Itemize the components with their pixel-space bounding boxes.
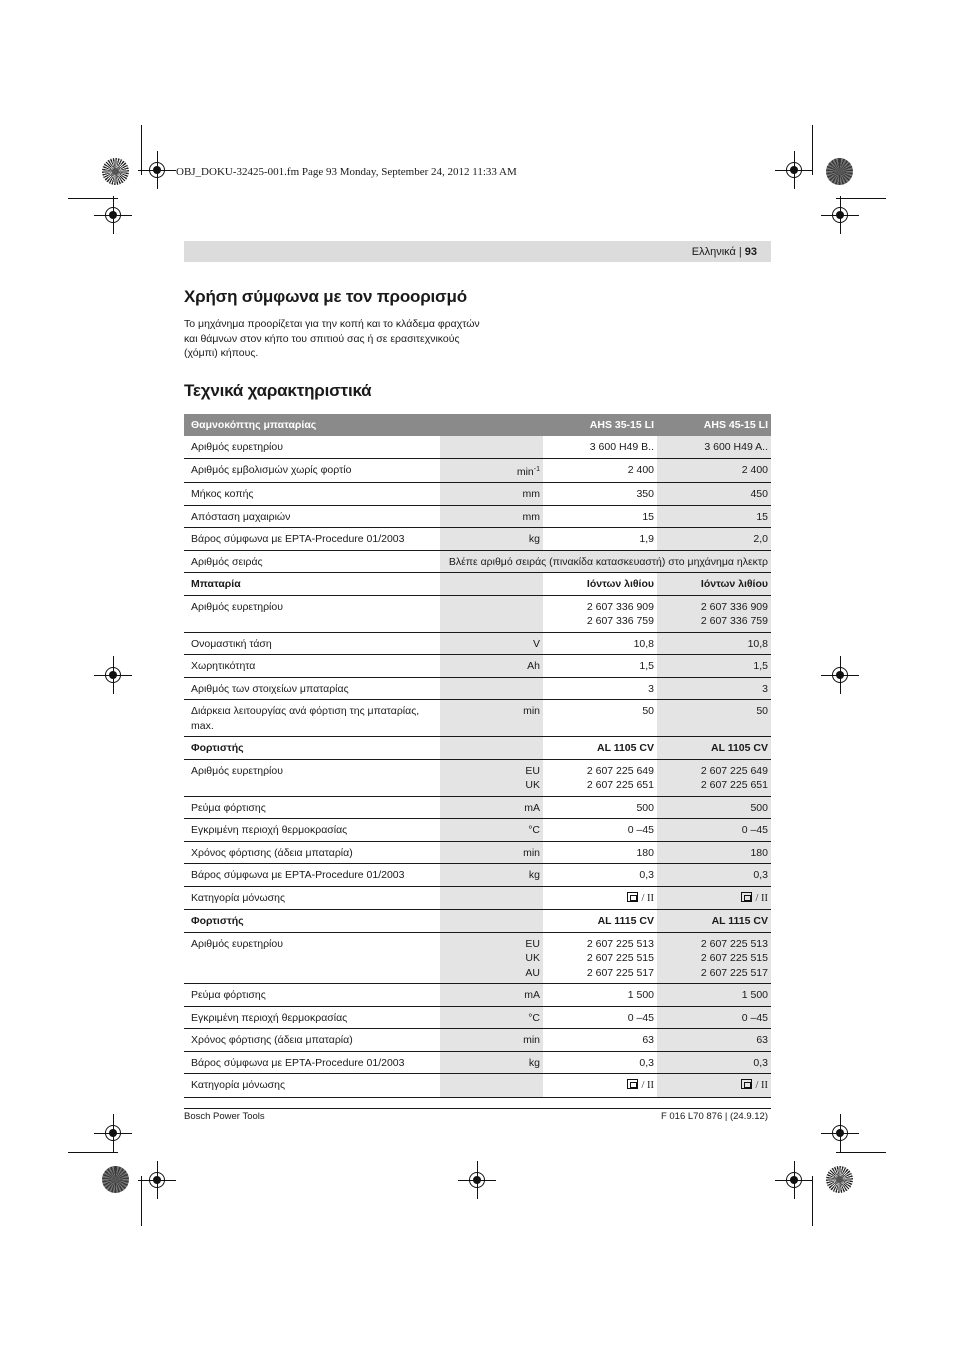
value-ahs-35 [543, 505, 657, 528]
value-line: 2 607 336 909 [700, 600, 768, 613]
row-unit [440, 483, 543, 506]
row-label: Φορτιστής [184, 737, 440, 760]
value-line: 450 [750, 488, 768, 500]
value-line: 2 607 225 513 [586, 937, 654, 950]
value-ahs-35 [543, 1006, 657, 1029]
row-unit [440, 759, 543, 796]
row-label: Αριθμός ευρετηρίου [184, 932, 440, 984]
value-line: 63 [642, 1034, 654, 1046]
row-label: Εγκριμένη περιοχή θερμοκρασίας [184, 819, 440, 842]
row-label: Ρεύμα φόρτισης [184, 796, 440, 819]
table-subheader-row [184, 573, 771, 596]
value-ahs-45 [657, 1006, 771, 1029]
unit-line: min [523, 846, 540, 859]
value-ahs-35 [543, 483, 657, 506]
value-line: AL 1115 CV [711, 915, 768, 927]
value-ahs-45 [657, 436, 771, 458]
value-ahs-35 [543, 595, 657, 632]
table-row [184, 677, 771, 700]
row-unit [440, 1029, 543, 1052]
value-line: 2 607 225 515 [700, 952, 768, 964]
value-line: 0 –45 [627, 824, 654, 836]
body-line: και θάμνων στον κήπο του σπιτιού σας ή σε ερασιτεχνικούς [184, 332, 460, 345]
value-ahs-35 [543, 932, 657, 984]
row-unit [440, 414, 543, 436]
value-line: 2 607 225 651 [586, 779, 654, 791]
registration-mark-icon [146, 159, 168, 181]
value-line: 2,0 [753, 533, 768, 545]
row-unit [440, 573, 543, 596]
value-line: 500 [750, 801, 768, 814]
registration-mark-icon [783, 159, 805, 181]
color-rosette-icon [826, 158, 853, 185]
value-line: 0 –45 [627, 1011, 654, 1024]
table-row [184, 595, 771, 632]
registration-mark-icon [102, 204, 124, 226]
unit-line: mA [524, 801, 540, 814]
row-label: Χωρητικότητα [184, 655, 440, 678]
value-ahs-45 [657, 737, 771, 760]
value-line: 10,8 [747, 637, 768, 650]
row-label: Αριθμός ευρετηρίου [184, 595, 440, 632]
row-label: Βάρος σύμφωνα με EPTA-Procedure 01/2003 [184, 864, 440, 887]
value-ahs-35 [543, 655, 657, 678]
value-ahs-45 [657, 886, 771, 910]
double-insulation-icon [741, 1079, 752, 1089]
color-rosette-icon [826, 1166, 853, 1193]
registration-mark-icon [102, 664, 124, 686]
unit-line: EU [525, 764, 540, 777]
table-row [184, 632, 771, 655]
value-line: 2 400 [741, 463, 768, 476]
row-label: Κατηγορία μόνωσης [184, 886, 440, 910]
row-label: Βάρος σύμφωνα με EPTA-Procedure 01/2003 [184, 528, 440, 551]
row-label: Φορτιστής [184, 910, 440, 933]
header-separator: | [738, 245, 742, 258]
value-line: 0,3 [753, 1056, 768, 1069]
row-span-value: Βλέπε αριθμό σειράς (πινακίδα κατασκευαστή) στο μηχάνημα ηλεκτρ [440, 550, 771, 573]
file-info-line: OBJ_DOKU-32425-001.fm Page 93 Monday, September 24, 2012 11:33 AM [176, 166, 517, 178]
value-line: 50 [756, 705, 768, 717]
table-row [184, 550, 771, 573]
section-title-intended-use: Χρήση σύμφωνα με τον προορισμό [184, 287, 467, 306]
insulation-text: / II [755, 1080, 768, 1091]
row-label: Αριθμός σειράς [184, 550, 440, 573]
row-label: Αριθμός ευρετηρίου [184, 436, 440, 458]
value-line: 50 [642, 705, 654, 717]
value-ahs-35 [543, 528, 657, 551]
value-line: 0 –45 [741, 1011, 768, 1024]
registration-mark-icon [829, 1122, 851, 1144]
row-unit [440, 841, 543, 864]
unit-line: kg [528, 533, 540, 545]
value-line: 2 607 225 649 [700, 764, 768, 777]
value-ahs-35 [543, 700, 657, 737]
value-ahs-45 [657, 505, 771, 528]
value-ahs-45 [657, 819, 771, 842]
registration-mark-icon [146, 1169, 168, 1191]
value-line: 2 607 225 651 [700, 779, 768, 791]
value-line: 2 607 336 909 [586, 600, 654, 613]
value-ahs-45 [657, 1051, 771, 1074]
unit-line: min [523, 1034, 540, 1046]
value-line: 1,5 [639, 660, 654, 672]
value-ahs-35 [543, 632, 657, 655]
unit-line: EU [525, 937, 540, 950]
value-ahs-35 [543, 886, 657, 910]
value-line: 3 [648, 682, 654, 695]
table-row [184, 528, 771, 551]
value-ahs-45 [657, 573, 771, 596]
insulation-text: / II [641, 1080, 654, 1091]
value-line: 1 500 [627, 989, 654, 1001]
unit-line: Ah [527, 660, 540, 672]
row-label: Αριθμός ευρετηρίου [184, 759, 440, 796]
insulation-text: / II [755, 892, 768, 904]
value-line: 0,3 [753, 869, 768, 881]
row-unit [440, 932, 543, 984]
table-row [184, 819, 771, 842]
row-unit [440, 677, 543, 700]
row-unit [440, 910, 543, 933]
row-unit [440, 632, 543, 655]
value-ahs-45 [657, 1074, 771, 1098]
value-line: 0,3 [639, 1056, 654, 1069]
table-row [184, 655, 771, 678]
table-subheader-row [184, 737, 771, 760]
registration-mark-icon [829, 664, 851, 686]
row-label: Θαμνοκόπτης μπαταρίας [184, 414, 440, 436]
table-row [184, 1029, 771, 1052]
value-ahs-35 [543, 984, 657, 1007]
footer-rule [184, 1108, 771, 1109]
unit-line [447, 463, 540, 480]
value-ahs-45 [657, 700, 771, 737]
row-label: Διάρκεια λειτουργίας ανά φόρτιση της μπαταρίας, max. [184, 700, 440, 737]
value-ahs-35 [543, 1051, 657, 1074]
value-line: 1 500 [741, 989, 768, 1001]
table-row [184, 700, 771, 737]
value-ahs-35 [543, 737, 657, 760]
value-ahs-35 [543, 573, 657, 596]
table-subheader-row [184, 910, 771, 933]
unit-line: V [532, 637, 540, 650]
row-label: Μήκος κοπής [184, 483, 440, 506]
row-label: Χρόνος φόρτισης (άδεια μπαταρία) [184, 841, 440, 864]
unit-line: UK [525, 779, 540, 791]
value-ahs-45 [657, 796, 771, 819]
value-ahs-35 [543, 414, 657, 436]
value-line: 180 [636, 846, 654, 859]
intended-use-text [184, 317, 480, 361]
unit-line: °C [528, 1011, 540, 1024]
insulation-text: / II [641, 892, 654, 904]
row-unit [440, 595, 543, 632]
value-ahs-35 [543, 1029, 657, 1052]
body-line: Το μηχάνημα προορίζεται για την κοπή και το κλάδεμα φραχτών [184, 318, 480, 330]
row-unit [440, 737, 543, 760]
value-ahs-45 [657, 841, 771, 864]
table-header-row [184, 414, 771, 436]
value-line: AL 1115 CV [597, 915, 654, 927]
technical-data-table [184, 414, 771, 1098]
value-line: 15 [642, 510, 654, 523]
row-label: Απόσταση μαχαιριών [184, 505, 440, 528]
table-row [184, 1074, 771, 1098]
row-unit [440, 458, 543, 483]
row-unit [440, 436, 543, 458]
value-ahs-35 [543, 796, 657, 819]
page-header [184, 241, 771, 262]
value-line: Ιόντων λιθίου [700, 578, 768, 590]
insulation-class [550, 1078, 654, 1094]
row-label: Μπαταρία [184, 573, 440, 596]
header-language: Ελληνικά [691, 245, 736, 258]
value-line: 3 600 H49 B.. [589, 441, 654, 453]
row-label: Ρεύμα φόρτισης [184, 984, 440, 1007]
table-row [184, 1006, 771, 1029]
double-insulation-icon [627, 1079, 638, 1089]
value-ahs-45 [657, 932, 771, 984]
value-ahs-45 [657, 984, 771, 1007]
value-line: 10,8 [633, 637, 654, 650]
table-row [184, 886, 771, 910]
row-unit [440, 864, 543, 887]
value-ahs-45 [657, 1029, 771, 1052]
value-line: 63 [756, 1034, 768, 1046]
insulation-class [550, 891, 654, 907]
row-unit [440, 655, 543, 678]
value-ahs-45 [657, 759, 771, 796]
value-ahs-45 [657, 677, 771, 700]
value-ahs-45 [657, 632, 771, 655]
table-row [184, 864, 771, 887]
section-title-technical-data: Τεχνικά χαρακτηριστικά [184, 381, 372, 400]
table-row [184, 984, 771, 1007]
insulation-class [664, 1078, 768, 1094]
row-label: Εγκριμένη περιοχή θερμοκρασίας [184, 1006, 440, 1029]
color-rosette-icon [102, 1166, 129, 1193]
unit-exponent: -1 [533, 465, 540, 473]
value-line: 3 [762, 682, 768, 695]
row-label: Αριθμός εμβολισμών χωρίς φορτίο [184, 458, 440, 483]
unit-line: AU [525, 966, 540, 979]
table-row [184, 932, 771, 984]
row-label: Κατηγορία μόνωσης [184, 1074, 440, 1098]
row-label: Ονομαστική τάση [184, 632, 440, 655]
table-row [184, 483, 771, 506]
row-unit [440, 1006, 543, 1029]
row-unit [440, 886, 543, 910]
row-label: Αριθμός των στοιχείων μπαταρίας [184, 677, 440, 700]
registration-mark-icon [466, 1169, 488, 1191]
row-unit [440, 1051, 543, 1074]
value-ahs-35 [543, 841, 657, 864]
value-line: AHS 35-15 LI [589, 419, 654, 431]
row-label: Χρόνος φόρτισης (άδεια μπαταρία) [184, 1029, 440, 1052]
registration-mark-icon [783, 1169, 805, 1191]
registration-mark-icon [102, 1122, 124, 1144]
row-unit [440, 984, 543, 1007]
value-line: 2 400 [627, 463, 654, 476]
value-line: AHS 45-15 LI [703, 419, 768, 431]
table-row [184, 1051, 771, 1074]
footer-brand: Bosch Power Tools [184, 1111, 265, 1122]
unit-line: mA [524, 989, 540, 1001]
row-unit [440, 819, 543, 842]
value-ahs-45 [657, 595, 771, 632]
value-line: 1,5 [753, 660, 768, 672]
value-ahs-35 [543, 436, 657, 458]
table-row [184, 796, 771, 819]
value-ahs-35 [543, 458, 657, 483]
value-line: 2 607 225 649 [586, 764, 654, 777]
unit-line: kg [528, 869, 540, 881]
value-line: 0 –45 [741, 824, 768, 836]
value-ahs-45 [657, 655, 771, 678]
value-line: 2 607 225 515 [586, 952, 654, 964]
value-ahs-45 [657, 910, 771, 933]
value-ahs-35 [543, 910, 657, 933]
value-line: 2 607 225 517 [700, 966, 768, 979]
value-line: 350 [636, 488, 654, 500]
value-ahs-45 [657, 528, 771, 551]
value-line: 1,9 [639, 533, 654, 545]
table-row [184, 759, 771, 796]
value-line: Ιόντων λιθίου [586, 578, 654, 590]
table-row [184, 436, 771, 458]
value-ahs-35 [543, 819, 657, 842]
value-line: 2 607 336 759 [700, 615, 768, 627]
value-line: 2 607 336 759 [586, 615, 654, 627]
value-ahs-45 [657, 458, 771, 483]
table-row [184, 458, 771, 483]
page-number: 93 [744, 245, 757, 258]
registration-mark-icon [829, 204, 851, 226]
value-ahs-45 [657, 864, 771, 887]
unit-line: mm [522, 488, 540, 500]
value-ahs-35 [543, 1074, 657, 1098]
value-line: 2 607 225 517 [586, 966, 654, 979]
unit-line: °C [528, 824, 540, 836]
double-insulation-icon [627, 892, 638, 902]
row-unit [440, 1074, 543, 1098]
value-ahs-35 [543, 864, 657, 887]
row-label: Βάρος σύμφωνα με EPTA-Procedure 01/2003 [184, 1051, 440, 1074]
row-unit [440, 528, 543, 551]
value-line: 500 [636, 801, 654, 814]
unit-line: min [523, 705, 540, 717]
value-line: 2 607 225 513 [700, 937, 768, 950]
unit-text: min [516, 465, 534, 478]
value-ahs-35 [543, 677, 657, 700]
value-line: 180 [750, 846, 768, 859]
table-row [184, 505, 771, 528]
row-unit [440, 505, 543, 528]
double-insulation-icon [741, 892, 752, 902]
row-unit [440, 700, 543, 737]
value-line: AL 1105 CV [710, 742, 768, 754]
value-line: 0,3 [639, 869, 654, 881]
insulation-class [664, 891, 768, 907]
body-line: (χόμπι) κήπους. [184, 347, 259, 359]
unit-line: mm [522, 510, 540, 523]
value-ahs-45 [657, 414, 771, 436]
footer-doc-number: F 016 L70 876 | (24.9.12) [660, 1111, 768, 1122]
value-ahs-45 [657, 483, 771, 506]
value-line: AL 1105 CV [596, 742, 654, 754]
value-line: 15 [756, 510, 768, 523]
value-line: 3 600 H49 A.. [704, 441, 768, 453]
table-row [184, 841, 771, 864]
value-ahs-35 [543, 759, 657, 796]
unit-line: kg [528, 1056, 540, 1069]
color-rosette-icon [102, 158, 129, 185]
row-unit [440, 796, 543, 819]
unit-line: UK [525, 952, 540, 964]
